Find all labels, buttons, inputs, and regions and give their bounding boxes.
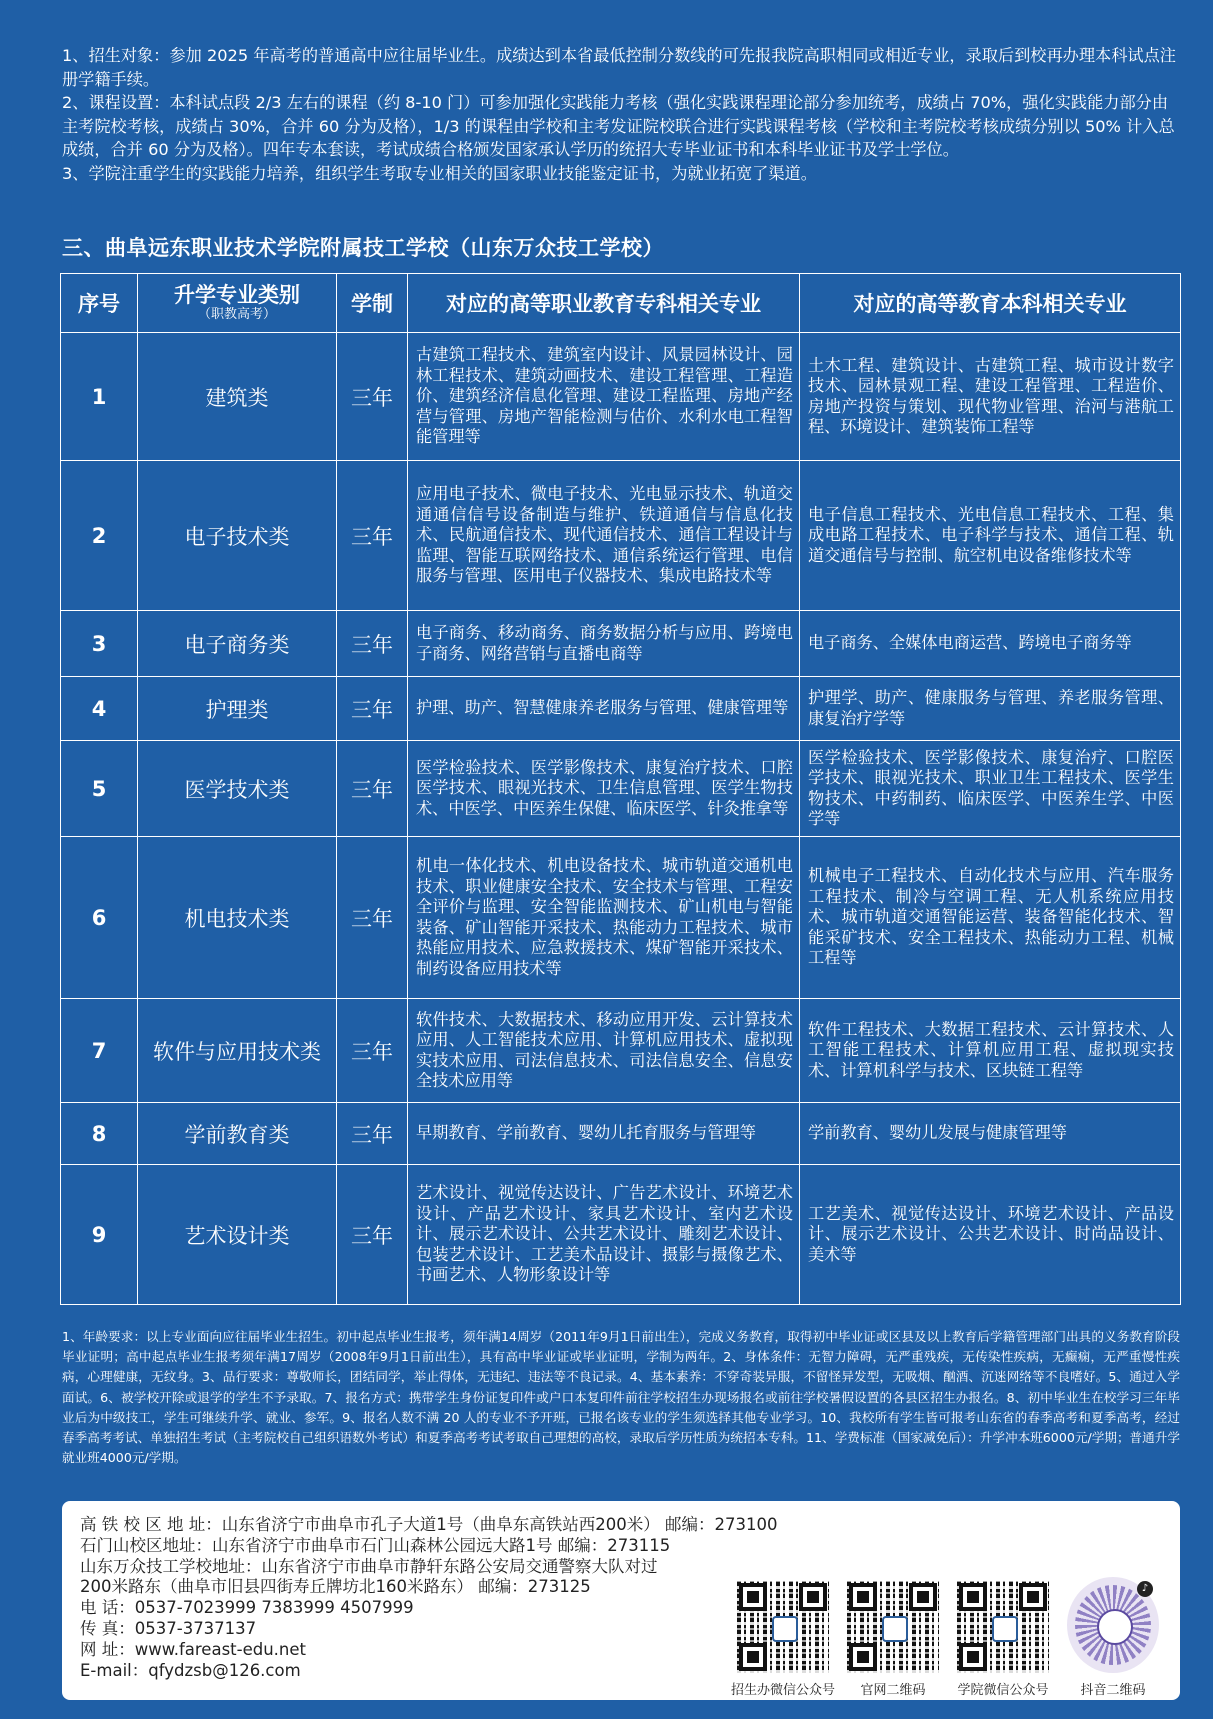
row-duration: 三年	[337, 741, 408, 837]
qr-college-wechat[interactable]	[950, 1581, 1056, 1698]
row-duration: 三年	[337, 1103, 408, 1165]
admission-notes: 1、年龄要求：以上专业面向应往届毕业生招生。初中起点毕业生报考，须年满14周岁（2011年9月1日前出生），完成义务教育，取得初中毕业证或区县及以上教育后学籍管理部门出具的义务教育阶段毕业证明；高中起点毕业生报考须年满17周岁（2008年9月1日前出生），具有高中毕业证或毕业证明，学制为两年。2、身体条件：无智力障碍，无严重残疾，无传染性疾病，无癫痫，无严重慢性疾病，心理健康，无纹身。3、品行要求：尊敬师长，团结同学，举止得体，无违纪、违法等不良记录。4、基本素养：不穿奇装异服，不留怪异发型，无吸烟、酗酒、沉迷网络等不良嗜好。5、通过入学面试。6、被学校开除或退学的学生不予录取。7、报名方式：携带学生身份证复印件或户口本复印件前往学校招生办现场报名或前往学校暑假设置的各县区招生办报名。8、初中毕业生在校学习三年毕业后为中级技工，学生可继续升学、就业、参军。9、报名人数不满 20 人的专业不予开班，已报名该专业的学生须选择其他专业学习。10、我校所有学生皆可报考山东省的春季高考和夏季高考，经过春季高考考试、单独招生考试（主考院校自己组织语数外考试）和夏季高考考试考取自己理想的高校，录取后学历性质为统招本专科。11、学费标准（国家减免后）：升学冲本班6000元/学期；普通升学就业班4000元/学期。	[62, 1329, 1180, 1466]
table-row	[61, 461, 1181, 611]
table-row	[61, 837, 1181, 999]
table-row	[61, 333, 1181, 461]
address-technical-school: 山东万众技工学校地址：山东省济宁市曲阜市静轩东路公安局交通警察大队对过	[80, 1556, 658, 1576]
row-category: 护理类	[138, 677, 337, 741]
row-vocational: 应用电子技术、微电子技术、光电显示技术、轨道交通通信信号设备制造与维护、铁道通信与信息化技术、民航通信技术、现代通信技术、通信工程设计与监理、智能互联网络技术、通信系统运行管理、电信服务与管理、医用电子仪器技术、集成电路技术等	[408, 461, 800, 611]
row-category: 艺术设计类	[138, 1165, 337, 1305]
table-row	[61, 677, 1181, 741]
row-undergrad: 护理学、助产、健康服务与管理、养老服务管理、康复治疗学等	[800, 677, 1181, 741]
row-category: 电子技术类	[138, 461, 337, 611]
header-duration: 学制	[337, 274, 408, 333]
row-undergrad: 电子信息工程技术、光电信息工程技术、工程、集成电路工程技术、电子科学与技术、通信工程、轨道交通信号与控制、航空机电设备维修技术等	[800, 461, 1181, 611]
table-header-row	[61, 274, 1181, 333]
row-undergrad: 学前教育、婴幼儿发展与健康管理等	[800, 1103, 1181, 1165]
address-shimenshan-campus: 石门山校区地址：山东省济宁市曲阜市石门山森林公园远大路1号 邮编：273115	[80, 1535, 671, 1555]
row-category: 机电技术类	[138, 837, 337, 999]
fax-number: 传 真：0537-3737137	[80, 1618, 257, 1638]
email-link[interactable]: E-mail：qfydzsb@126.com	[80, 1660, 301, 1680]
table-row	[61, 1165, 1181, 1305]
row-num: 9	[61, 1165, 138, 1305]
table-row	[61, 999, 1181, 1103]
douyin-code-icon: ♪	[1067, 1577, 1159, 1673]
header-undergrad: 对应的高等教育本科相关专业	[800, 274, 1181, 333]
row-duration: 三年	[337, 837, 408, 999]
row-undergrad: 工艺美术、视觉传达设计、环境艺术设计、产品设计、展示艺术设计、公共艺术设计、时尚品设计、美术等	[800, 1165, 1181, 1305]
row-duration: 三年	[337, 1165, 408, 1305]
intro-paragraph-2: 2、课程设置：本科试点段 2/3 左右的课程（约 8-10 门）可参加强化实践能力考核（强化实践课程理论部分参加统考，成绩占 70%，强化实践能力部分由主考院校考核，成绩占 30%，合并 60 分为及格），1/3 的课程由学校和主考发证院校联合进行实践课程考核（学校和主考院校考核成绩分别以 50% 计入总成绩，合并 60 分为及格）。四年专本套读，考试成绩合格颁发国家承认学历的统招大专毕业证书和本科毕业证书及学士学位。	[62, 93, 1175, 159]
row-undergrad: 机械电子工程技术、自动化技术与应用、汽车服务工程技术、制冷与空调工程、无人机系统应用技术、城市轨道交通智能运营、装备智能化技术、智能采矿技术、安全工程技术、热能动力工程、机械工程等	[800, 837, 1181, 999]
contact-panel	[62, 1501, 1180, 1700]
row-vocational: 机电一体化技术、机电设备技术、城市轨道交通机电技术、职业健康安全技术、安全技术与管理、工程安全评价与监理、安全智能监测技术、矿山机电与智能装备、矿山智能开采技术、热能动力工程技术、城市热能应用技术、应急救援技术、煤矿智能开采技术、制药设备应用技术等	[408, 837, 800, 999]
qr-official-site[interactable]	[840, 1581, 946, 1698]
qr-code-icon	[847, 1581, 939, 1673]
header-vocational: 对应的高等职业教育专科相关专业	[408, 274, 800, 333]
row-undergrad: 土木工程、建筑设计、古建筑工程、城市设计数字技术、园林景观工程、建设工程管理、工程造价、房地产投资与策划、现代物业管理、治河与港航工程、环境设计、建筑装饰工程等	[800, 333, 1181, 461]
qr-caption: 招生办微信公众号	[730, 1683, 835, 1698]
majors-table	[60, 273, 1181, 1305]
row-vocational: 古建筑工程技术、建筑室内设计、风景园林设计、园林工程技术、建筑动画技术、建设工程管理、工程造价、建筑经济信息化管理、建设工程监理、房地产经营与管理、房地产智能检测与估价、水利水电工程智能管理等	[408, 333, 800, 461]
header-category	[138, 274, 337, 333]
row-category: 医学技术类	[138, 741, 337, 837]
row-duration: 三年	[337, 461, 408, 611]
row-duration: 三年	[337, 999, 408, 1103]
qr-caption: 官网二维码	[860, 1683, 926, 1698]
contact-info	[80, 1515, 840, 1681]
table-row	[61, 611, 1181, 677]
row-vocational: 软件技术、大数据技术、移动应用开发、云计算技术应用、人工智能技术应用、计算机应用技术、虚拟现实技术应用、司法信息技术、司法信息安全、信息安全技术应用等	[408, 999, 800, 1103]
header-category-sub: （职教高考）	[197, 307, 276, 322]
row-vocational: 医学检验技术、医学影像技术、康复治疗技术、口腔医学技术、眼视光技术、卫生信息管理、医学生物技术、中医学、中医养生保健、临床医学、针灸推拿等	[408, 741, 800, 837]
qr-admissions-wechat[interactable]	[730, 1581, 836, 1698]
table-row	[61, 741, 1181, 837]
website-link[interactable]: 网 址：www.fareast-edu.net	[80, 1639, 306, 1659]
row-duration: 三年	[337, 611, 408, 677]
qr-code-icon	[957, 1581, 1049, 1673]
row-vocational: 早期教育、学前教育、婴幼儿托育服务与管理等	[408, 1103, 800, 1165]
row-category: 软件与应用技术类	[138, 999, 337, 1103]
row-category: 建筑类	[138, 333, 337, 461]
row-num: 6	[61, 837, 138, 999]
row-num: 4	[61, 677, 138, 741]
row-undergrad: 电子商务、全媒体电商运营、跨境电子商务等	[800, 611, 1181, 677]
qr-douyin[interactable]	[1060, 1577, 1166, 1698]
qr-code-icon	[737, 1581, 829, 1673]
row-vocational: 护理、助产、智慧健康养老服务与管理、健康管理等	[408, 677, 800, 741]
row-undergrad: 软件工程技术、大数据工程技术、云计算技术、人工智能工程技术、计算机应用工程、虚拟现实技术、计算机科学与技术、区块链工程等	[800, 999, 1181, 1103]
phone-numbers: 电 话：0537-7023999 7383999 4507999	[80, 1598, 414, 1618]
intro-paragraph-3: 3、学院注重学生的实践能力培养，组织学生考取专业相关的国家职业技能鉴定证书，为就业拓宽了渠道。	[62, 163, 817, 183]
address-highspeed-campus: 高 铁 校 区 地 址：山东省济宁市曲阜市孔子大道1号（曲阜东高铁站西200米） 邮编：273100	[80, 1515, 778, 1534]
row-num: 2	[61, 461, 138, 611]
header-num: 序号	[61, 274, 138, 333]
row-category: 电子商务类	[138, 611, 337, 677]
row-num: 8	[61, 1103, 138, 1165]
table-row	[61, 1103, 1181, 1165]
row-duration: 三年	[337, 333, 408, 461]
row-num: 7	[61, 999, 138, 1103]
intro-text	[62, 44, 1182, 185]
qr-caption: 抖音二维码	[1080, 1683, 1146, 1698]
row-vocational: 电子商务、移动商务、商务数据分析与应用、跨境电子商务、网络营销与直播电商等	[408, 611, 800, 677]
row-num: 1	[61, 333, 138, 461]
row-category: 学前教育类	[138, 1103, 337, 1165]
section-title: 三、曲阜远东职业技术学院附属技工学校（山东万众技工学校）	[62, 236, 664, 260]
row-num: 3	[61, 611, 138, 677]
qr-caption: 学院微信公众号	[957, 1683, 1049, 1698]
row-num: 5	[61, 741, 138, 837]
row-duration: 三年	[337, 677, 408, 741]
row-undergrad: 医学检验技术、医学影像技术、康复治疗、口腔医学技术、眼视光技术、职业卫生工程技术、医学生物技术、中药制药、临床医学、中医养生学、中医学等	[800, 741, 1181, 837]
intro-paragraph-1: 1、招生对象：参加 2025 年高考的普通高中应往届毕业生。成绩达到本省最低控制分数线的可先报我院高职相同或相近专业，录取后到校再办理本科试点注册学籍手续。	[62, 46, 1176, 89]
row-vocational: 艺术设计、视觉传达设计、广告艺术设计、环境艺术设计、产品艺术设计、家具艺术设计、室内艺术设计、展示艺术设计、公共艺术设计、雕刻艺术设计、包装艺术设计、工艺美术品设计、摄影与摄像艺术、书画艺术、人物形象设计等	[408, 1165, 800, 1305]
header-category-label: 升学专业类别	[174, 283, 300, 307]
address-technical-school-cont: 200米路东（曲阜市旧县四街寿丘牌坊北160米路东） 邮编：273125	[80, 1577, 591, 1597]
